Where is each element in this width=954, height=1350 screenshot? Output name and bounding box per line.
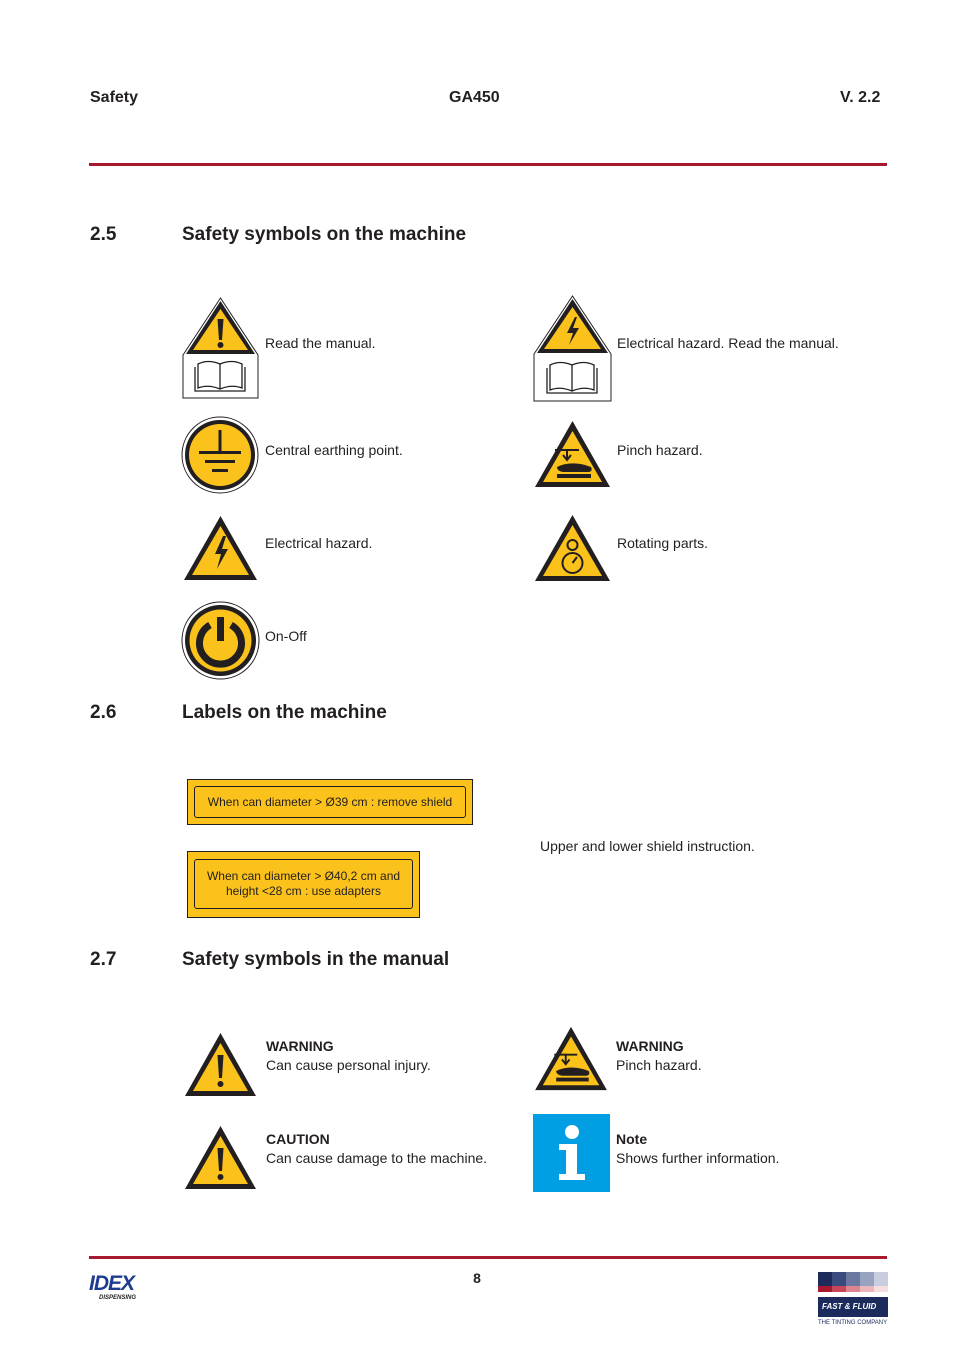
signal-text: Can cause personal injury. <box>266 1057 431 1073</box>
symbol-description: On-Off <box>265 628 307 644</box>
rotating-parts-icon <box>533 513 612 583</box>
adapters-label-text <box>194 859 413 909</box>
labels-description: Upper and lower shield instruction. <box>540 838 755 854</box>
page-number: 8 <box>473 1270 481 1286</box>
signal-text: Can cause damage to the machine. <box>266 1150 488 1166</box>
fast-fluid-logo <box>818 1272 888 1326</box>
symbol-description: Electrical hazard. Read the manual. <box>617 335 839 351</box>
signal-word: Note <box>616 1131 648 1147</box>
color-swatch-icon <box>818 1272 888 1292</box>
symbol-description: Pinch hazard. <box>617 442 703 458</box>
symbol-description: Central earthing point. <box>265 442 403 458</box>
idex-logo <box>89 1274 161 1304</box>
section-title: Safety symbols on the machine <box>182 224 467 245</box>
footer-rule <box>89 1256 887 1259</box>
signal-text: Shows further information. <box>616 1150 780 1166</box>
warning-manual-icon <box>182 297 259 399</box>
section-number: 2.6 <box>90 702 117 723</box>
shield-label <box>187 779 473 825</box>
pinch-hazard-icon <box>533 1025 609 1092</box>
symbol-description: Electrical hazard. <box>265 535 373 551</box>
section-number: 2.7 <box>90 949 117 970</box>
electrical-hazard-icon <box>182 514 259 582</box>
pinch-hazard-icon <box>533 419 612 489</box>
shield-label-text: When can diameter > Ø39 cm : remove shield <box>194 786 466 818</box>
symbol-description: Rotating parts. <box>617 535 709 551</box>
signal-word: WARNING <box>266 1038 334 1054</box>
idex-logo-sub: DISPENSING <box>99 1295 137 1301</box>
power-icon <box>181 601 260 680</box>
header-model: GA450 <box>449 89 500 106</box>
caution-icon <box>183 1124 258 1191</box>
header-rule <box>89 163 887 166</box>
signal-word: CAUTION <box>266 1131 330 1147</box>
adapters-label-line2: height <28 cm : use adapters <box>225 884 382 898</box>
fast-fluid-logo-sub: THE TINTING COMPANY <box>818 1320 888 1326</box>
section-title: Safety symbols in the manual <box>182 949 450 970</box>
info-icon <box>533 1114 610 1192</box>
earthing-icon <box>181 416 259 494</box>
header-section: Safety <box>90 89 139 106</box>
warning-icon <box>183 1031 258 1098</box>
idex-logo-text: IDEX <box>89 1272 135 1295</box>
signal-text: Pinch hazard. <box>616 1057 702 1073</box>
electrical-manual-icon <box>533 295 612 402</box>
adapters-label-line1: When can diameter > Ø40,2 cm and <box>206 869 401 883</box>
adapters-label <box>187 851 420 918</box>
section-number: 2.5 <box>90 224 117 245</box>
symbol-description: Read the manual. <box>265 335 376 351</box>
section-title: Labels on the machine <box>182 702 387 723</box>
signal-word: WARNING <box>616 1038 684 1054</box>
fast-fluid-logo-text: FAST & FLUID <box>818 1297 888 1317</box>
header-version: V. 2.2 <box>840 89 881 106</box>
